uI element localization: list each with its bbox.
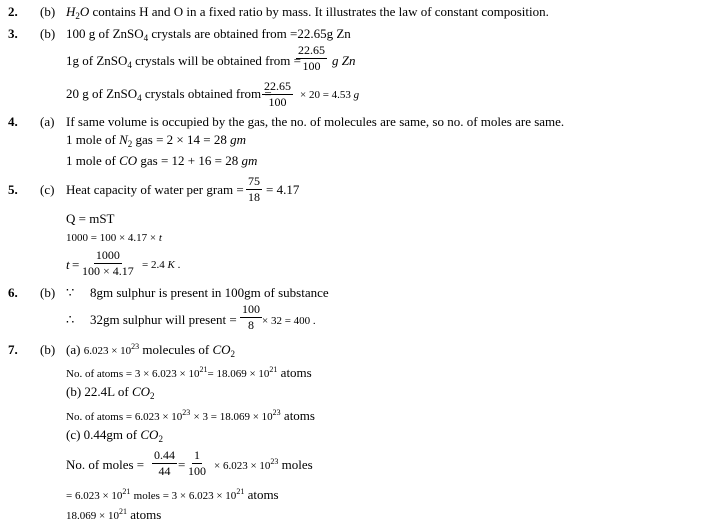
q5-result-1: = 4.17 xyxy=(266,182,300,197)
q7-moles-eq: = xyxy=(178,457,186,472)
q5-fraction-1: $\frac{75}{18}$ xyxy=(248,174,260,204)
q3-option: (b) xyxy=(40,26,56,41)
q4-number: 4. xyxy=(8,114,18,129)
q5-eq: = xyxy=(72,257,80,272)
q4-line3: 1 mole of CO gas = 12 + 16 = 28 gm xyxy=(66,153,258,168)
q7-result-1: = $6.023 \times 10^{21}$ moles = $3 \times 6.023 \times 10^{21}$ atoms xyxy=(66,487,279,502)
q7-part-a: (a) $6.023 \times 10^{23}$ molecules of $CO_2$ xyxy=(66,342,236,359)
q5-result-2: = 2.4 K . xyxy=(142,259,181,271)
q7-number: 7. xyxy=(8,342,18,357)
q5-line3: 1000 = 100 × 4.17 × t xyxy=(66,232,162,244)
q3-result: × 20 = 4.53 g xyxy=(300,89,360,101)
q4-line1: If same volume is occupied by the gas, the no. of molecules are same, so no. of moles are same. xyxy=(66,114,565,129)
q4-line2: 1 mole of $N_2$ gas = 2 × 14 = 28 gm xyxy=(66,132,246,149)
q5-t-var: t xyxy=(66,257,70,272)
q6-option: (b) xyxy=(40,285,56,300)
q6-line1: 8gm sulphur is present in 100gm of substance xyxy=(90,285,329,300)
q5-line1: Heat capacity of water per gram = xyxy=(66,182,244,197)
q2-number: 2. xyxy=(8,4,18,19)
q3-line2: 1g of ZnSO$_4$ crystals will be obtained from = xyxy=(66,53,301,70)
q3-number: 3. xyxy=(8,26,18,41)
q7-part-b: (b) 22.4L of $CO_2$ xyxy=(66,384,155,401)
q5-number: 5. xyxy=(8,182,18,197)
q6-because-symbol: ∵ xyxy=(66,285,75,300)
q5-fraction-2: $\frac{1000}{100 \times 4.17}$ xyxy=(82,248,134,278)
q4-option: (a) xyxy=(40,114,55,129)
q7-result-2: $18.069 \times 10^{21}$ atoms xyxy=(66,507,162,522)
q3-fraction-1: $\frac{22.65}{100}$ xyxy=(298,43,325,73)
q3-line1: 100 g of ZnSO$_4$ crystals are obtained from =22.65g Zn xyxy=(66,26,351,43)
q3-line3: 20 g of ZnSO$_4$ crystals obtained from = xyxy=(66,86,272,103)
q5-option: (c) xyxy=(40,182,55,197)
q7-fraction-1: $\frac{0.44}{44}$ xyxy=(154,448,175,478)
q3-fraction-2: $\frac{22.65}{100}$ xyxy=(264,79,291,109)
q7-fraction-2: $\frac{1}{100}$ xyxy=(188,448,206,478)
q7-moles-result: × $6.023 \times 10^{23}$ moles xyxy=(214,457,313,472)
q6-number: 6. xyxy=(8,285,18,300)
q2-statement: $H_2O$ contains H and O in a fixed ratio by mass. It illustrates the law of constant composition. xyxy=(66,4,549,21)
q6-fraction: $\frac{100}{8}$ xyxy=(242,302,260,332)
q3-unit-1: g Zn xyxy=(332,53,356,68)
q6-therefore-symbol: ∴ xyxy=(66,312,75,327)
q7-moles-label: No. of moles = xyxy=(66,457,145,472)
q6-result: × 32 = 400 . xyxy=(262,315,316,327)
q7-option: (b) xyxy=(40,342,56,357)
q2-option: (b) xyxy=(40,4,56,19)
q7-atoms-1: No. of atoms = $3 \times 6.023 \times 10^{21}= 18.069 \times 10^{21}$ atoms xyxy=(66,365,312,380)
q7-part-c: (c) 0.44gm of $CO_2$ xyxy=(66,427,163,444)
q7-atoms-2: No. of atoms = $6.023 \times 10^{23} \times 3 = 18.069 \times 10^{23}$ atoms xyxy=(66,408,315,423)
q5-line2: Q = mST xyxy=(66,211,115,226)
q6-line2: 32gm sulphur will present = xyxy=(90,312,237,327)
